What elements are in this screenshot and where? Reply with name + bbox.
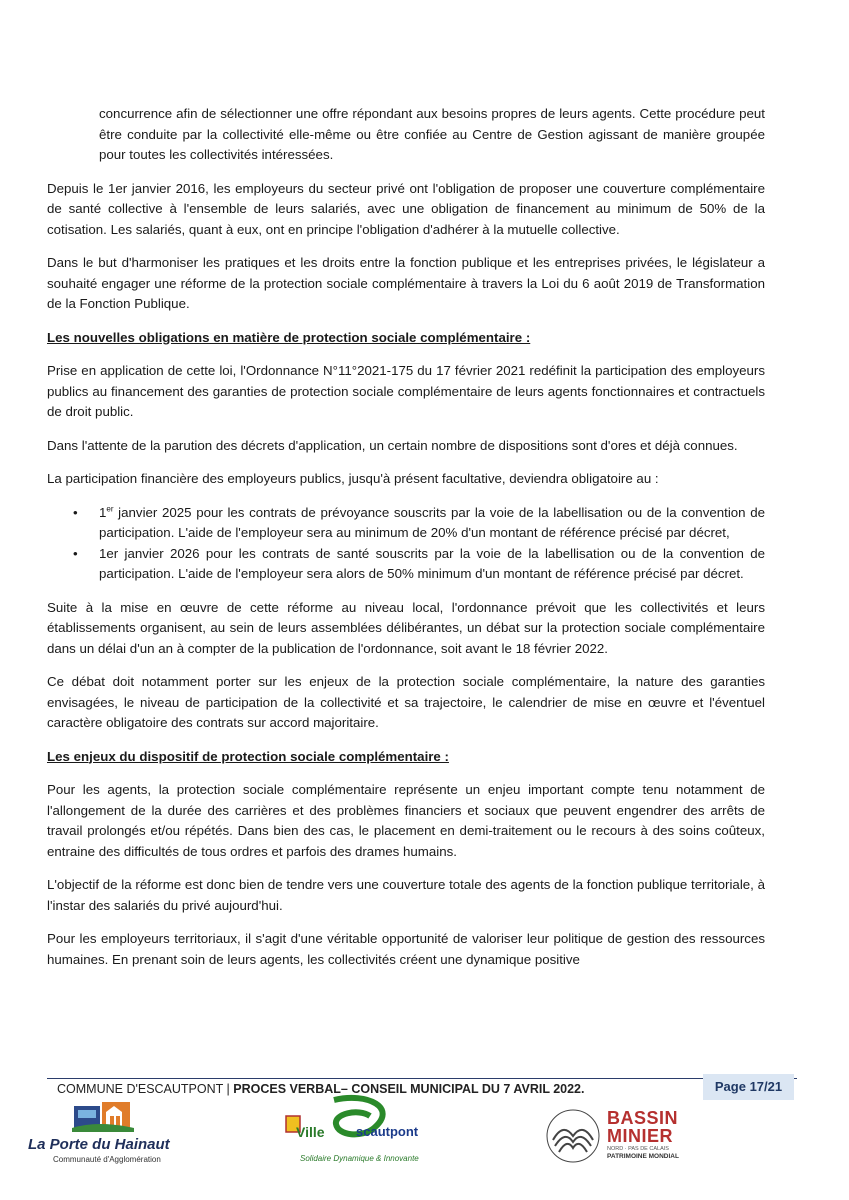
paragraph: Pour les agents, la protection sociale complémentaire représente un enjeu important compte tenu notamment de l'allongement de la durée des carrières et des problèmes financiers et sociaux que peuvent engendrer des arrêts de travail prolongés et/ou répétés. Dans bien des cas, le placement en demi-traitement ou le recours à des soins coûteux, entraine des difficultés de tous ordres et parfois des drames humains. [47,782,765,859]
porte-du-hainaut-subtitle: Communauté d'Agglomération [53,1155,161,1164]
escautpont-label: scautpont [356,1124,419,1139]
section-heading: Les enjeux du dispositif de protection sociale complémentaire : [47,748,449,764]
bassin-minier-emblem-icon [545,1106,605,1166]
paragraph: Prise en application de cette loi, l'Ordonnance N°11°2021-175 du 17 février 2021 redéfinit la participation des employeurs publics au financement des garanties de protection sociale complémentaire de leurs agents fonctionnaires et contractuels de droit public. [47,363,765,419]
page-number-badge: Page 17/21 [703,1074,794,1100]
paragraph: Ce débat doit notamment porter sur les enjeux de la protection sociale complémentaire, la nature des garanties envisagées, le niveau de participation de la collectivité et sa trajectoire, le calendrier de mise en œuvre et l'éventuel caractère obligatoire des contrats sur accord majoritaire. [47,674,765,730]
ville-escautpont-logo [278,1094,428,1172]
ville-slogan: Solidaire Dynamique & Innovante [300,1154,419,1163]
porte-du-hainaut-emblem-icon [68,1098,158,1138]
document-body [47,104,765,983]
bassin-line-3: NORD · PAS DE CALAIS [607,1146,669,1152]
section-heading: Les nouvelles obligations en matière de protection sociale complémentaire : [47,329,531,345]
bullet-list [47,503,765,585]
paragraph: concurrence afin de sélectionner une offre répondant aux besoins propres de leurs agents. Cette procédure peut être conduite par la collectivité elle-même ou être confiée au Centre de Gestion agissant de manière groupée pour toutes les collectivités intéressées. [99,106,765,162]
paragraph: L'objectif de la réforme est donc bien de tendre vers une couverture totale des agents de la fonction publique territoriale, à l'instar des salariés du privé aujourd'hui. [47,877,765,913]
paragraph: La participation financière des employeurs publics, jusqu'à présent facultative, deviendra obligatoire au : [47,471,659,486]
paragraph: Depuis le 1er janvier 2016, les employeurs du secteur privé ont l'obligation de proposer une couverture complémentaire de santé collective à l'ensemble de leurs salariés, avec une obligation de financement au minimum de 50% de la cotisation. Les salariés, quant à eux, ont en principe l'obligation d'adhérer à la mutuelle collective. [47,180,765,237]
footer-commune: COMMUNE D'ESCAUTPONT | [57,1082,234,1096]
list-item: • 1er janvier 2026 pour les contrats de santé souscrits par la voie de la labellisation ou de la convention de participation. L'aide de l'employeur sera alors de 50% minimum d'un montant de référence précisé par décret. [99,544,765,585]
paragraph: Suite à la mise en œuvre de cette réforme au niveau local, l'ordonnance prévoit que les collectivités et leurs établissements organisent, au sein de leurs assemblées délibérantes, un débat sur la protection sociale complémentaire dans un délai d'un an à compter de la publication de l'ordonnance, soit avant le 18 février 2022. [47,599,765,656]
footer-divider [47,1078,797,1079]
bassin-line-4: PATRIMOINE MONDIAL [607,1153,679,1160]
bassin-line-2: MINIER [607,1126,673,1146]
list-item [99,503,765,544]
paragraph: Pour les employeurs territoriaux, il s'agit d'une véritable opportunité de valoriser leur politique de gestion des ressources humaines. En prenant soin de leurs agents, les collectivités créent une dynamique positive [47,931,765,967]
ville-label: Ville [296,1124,325,1140]
porte-du-hainaut-name: La Porte du Hainaut [28,1136,170,1153]
bassin-line-1: BASSIN [607,1108,679,1128]
paragraph: Dans le but d'harmoniser les pratiques et les droits entre la fonction publique et les entreprises privées, le législateur a souhaité engager une réforme de la protection sociale complémentaire à travers la Loi du 6 août 2019 de Transformation de la Fonction Publique. [47,255,765,311]
bullet-text: janvier 2025 pour les contrats de prévoyance souscrits par la voie de la labellisation ou de la convention de participation. L'aide de l'employeur sera au minimum de 20% d'un montant de référence précisé par décret, [99,504,765,540]
bullet-number: 1 [99,504,107,520]
paragraph: Dans l'attente de la parution des décrets d'application, un certain nombre de dispositions sont d'ores et déjà connues. [47,437,738,453]
footer-document-title: PROCES VERBAL– CONSEIL MUNICIPAL DU 7 AVRIL 2022. [233,1082,585,1096]
ordinal-suffix: er [106,504,114,514]
porte-du-hainaut-logo [28,1098,198,1166]
bassin-minier-logo [545,1106,685,1166]
